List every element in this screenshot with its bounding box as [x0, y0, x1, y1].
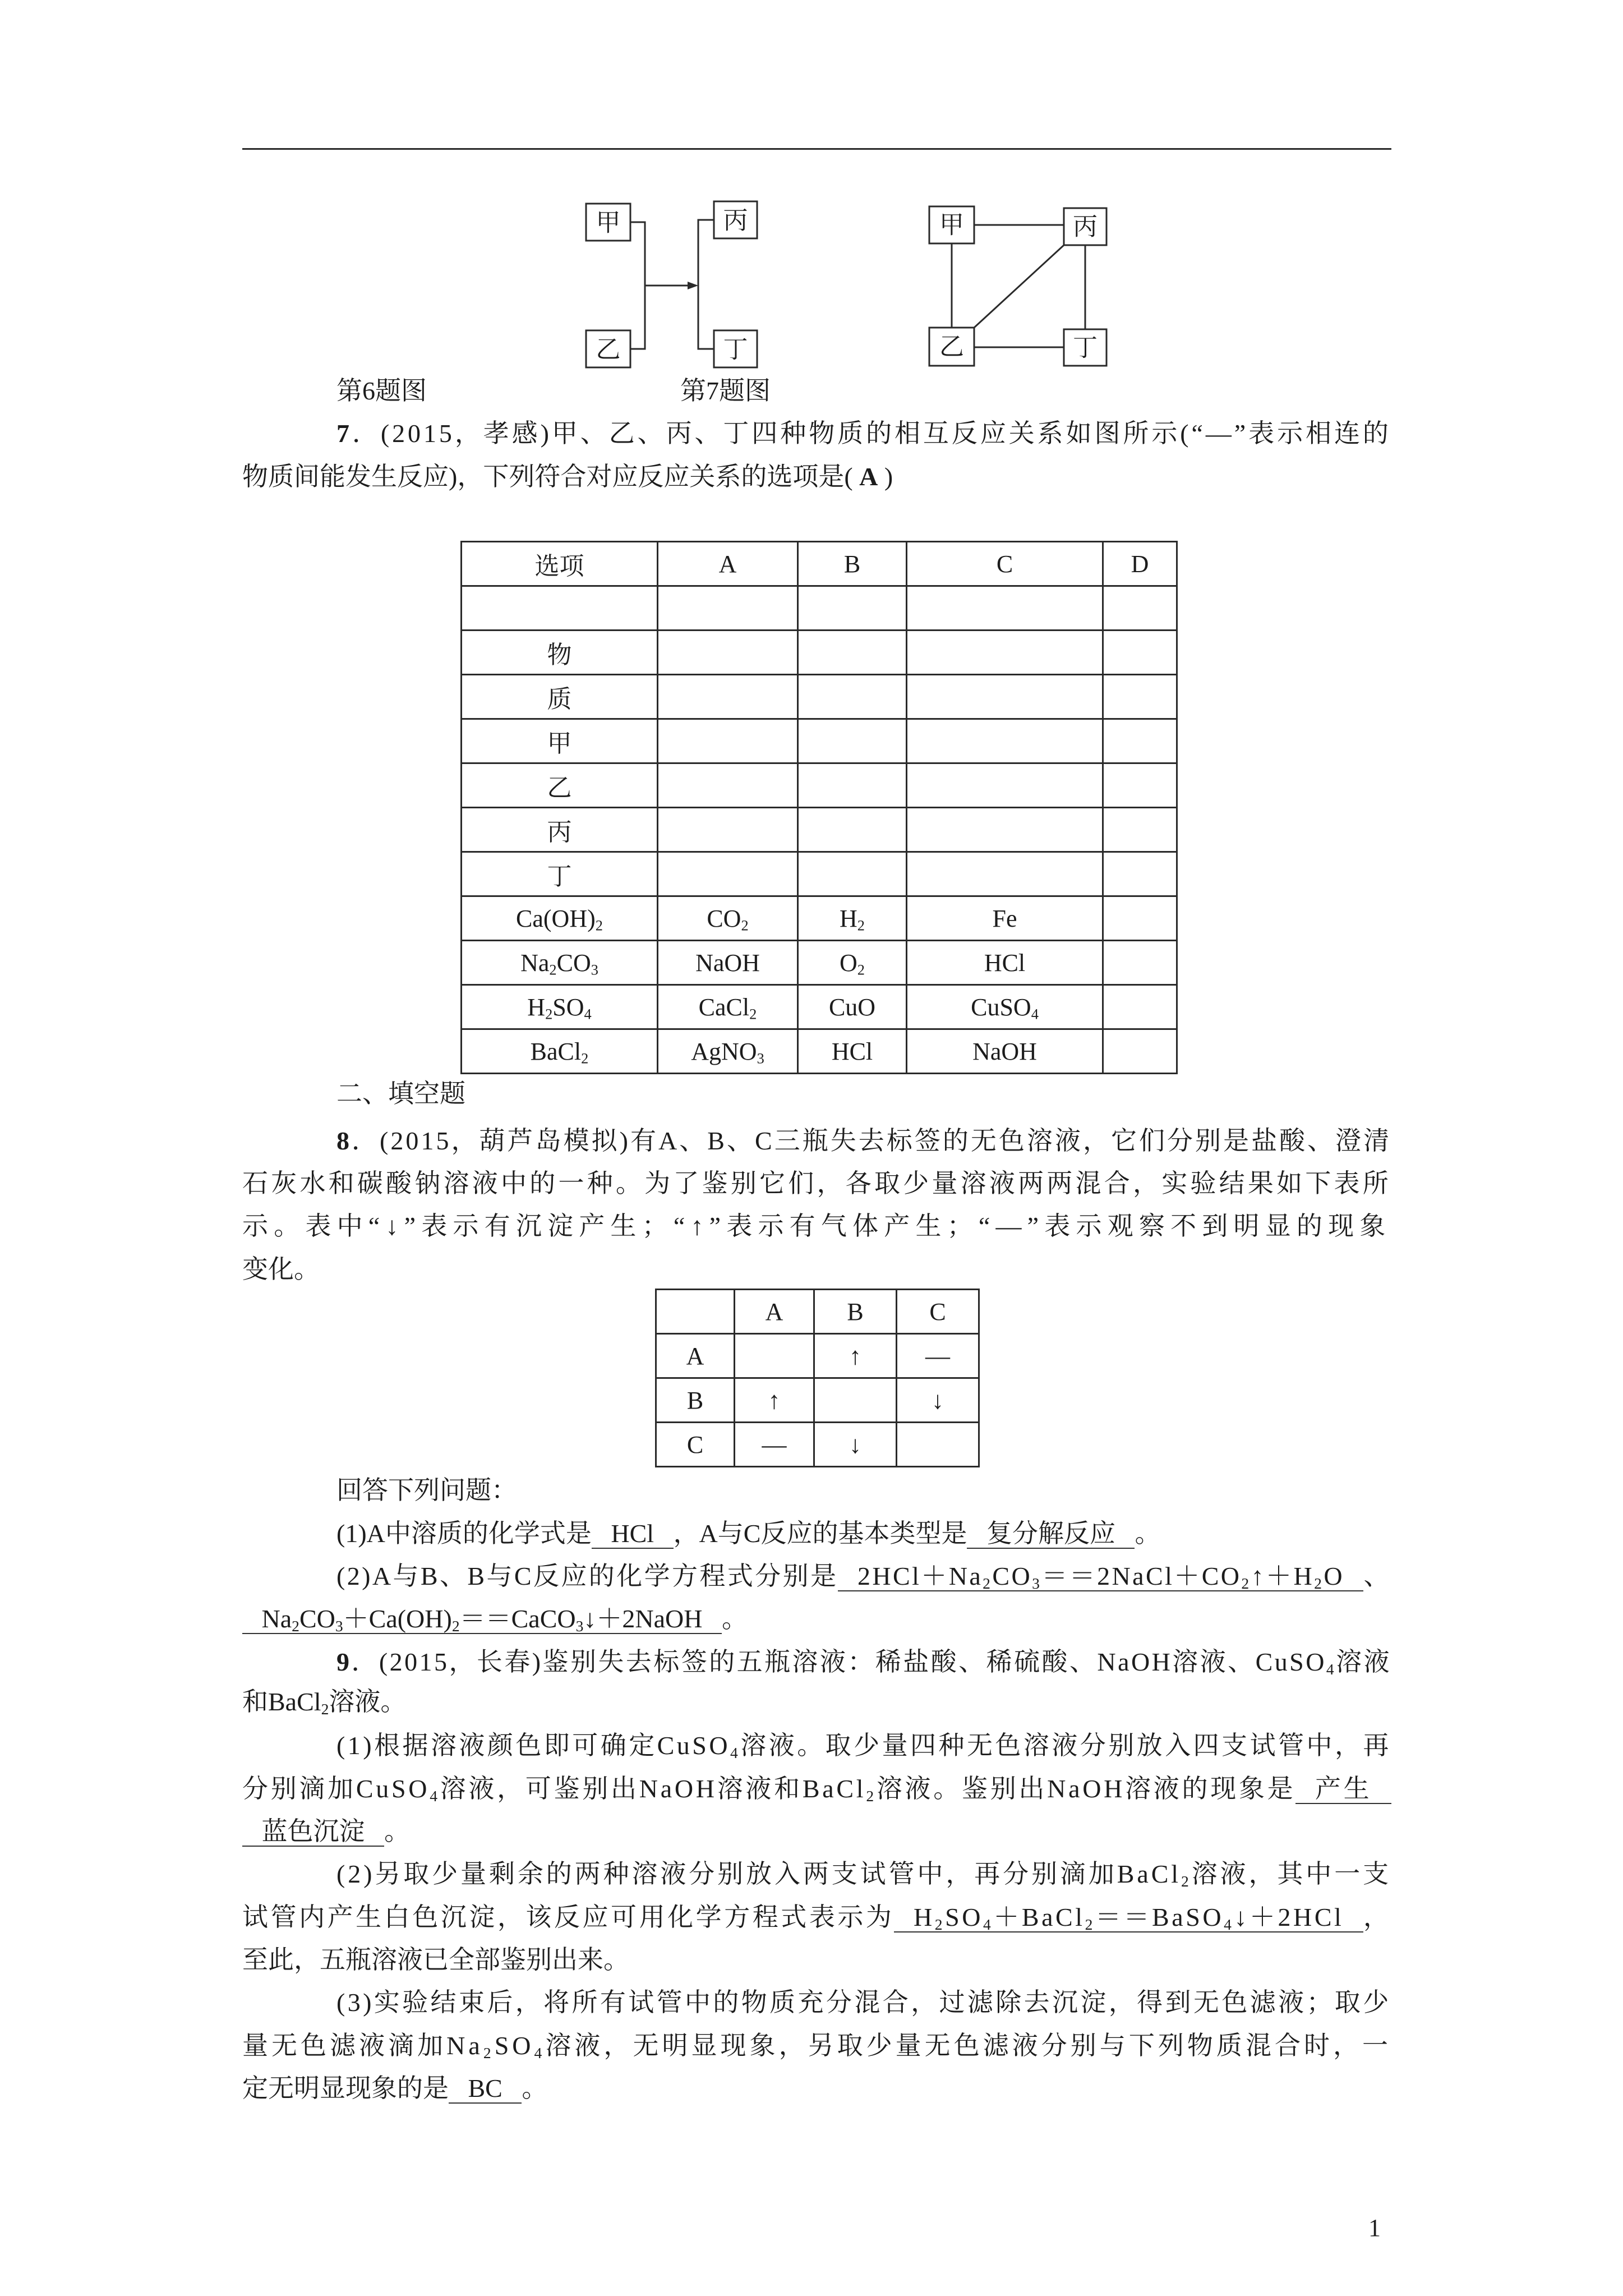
q7-table-cell-r3-c1 — [658, 675, 798, 719]
q7-table-cell-r11-c4 — [1103, 1029, 1177, 1074]
subscript: 4 — [534, 2044, 546, 2062]
subscript: 4 — [983, 1915, 994, 1933]
q8-table-cell-r2-c1: ↑ — [735, 1378, 814, 1423]
q7-table-cell-r0-c4: D — [1103, 542, 1177, 586]
q8-table-cell-r1-c0: A — [656, 1334, 735, 1378]
q8-answer-2: (2)A与B、B与C反应的化学方程式分别是 $2HCl+Na_2CO_3==2NaCl+CO_2↑+H_2O$ 、 — [336, 1562, 1391, 1592]
q7-table-cell-r7-c3 — [907, 852, 1103, 896]
q7-table-cell-r6-c0: 丙 — [462, 808, 658, 852]
q8-table-cell-r1-c3: — — [897, 1334, 979, 1378]
q8-table-cell-r2-c0: B — [656, 1378, 735, 1423]
q9-part3-line-3: 定无明显现象的是 BC 。 — [242, 2074, 548, 2102]
q8-line-4: 变化。 — [242, 1255, 320, 1283]
page-number: 1 — [1368, 2214, 1381, 2242]
fig7-label-ding: 丁 — [1073, 334, 1098, 362]
subscript: 2 — [292, 1617, 299, 1635]
answer-blank: $Na_2CO_3+Ca(OH)_2==CaCO_3↓+2NaOH$ — [242, 1604, 722, 1634]
bold-text: 9 — [336, 1648, 352, 1676]
section-2-title: 二、填空题 — [336, 1079, 465, 1108]
q7-table-cell-r8-c3: Fe — [907, 896, 1103, 941]
q8-table-row-3 — [656, 1423, 979, 1467]
q7-table-row-6 — [462, 808, 1177, 852]
q7-table-cell-r10-c2: CuO — [798, 985, 907, 1029]
q7-table-row-4 — [462, 719, 1177, 763]
subscript: 2 — [1241, 1574, 1251, 1592]
q7-table-cell-r10-c1: CaCl$_2$ — [658, 985, 798, 1029]
q7-table-cell-r8-c1: $CO_2$ — [658, 896, 798, 941]
fig6-label-jia: 甲 — [596, 209, 621, 237]
q8-table-cell-r3-c0: C — [656, 1423, 735, 1467]
q8-answer-1: (1)A中溶质的化学式是 HCl ，A与C反应的基本类型是 复分解反应 。 — [336, 1519, 1161, 1548]
q7-table-cell-r0-c1: A — [658, 542, 798, 586]
q9-line-1: 9．(2015，长春)鉴别失去标签的五瓶溶液：稀盐酸、稀硫酸、NaOH溶液、CuSO$_4$溶液 — [336, 1648, 1392, 1678]
q7-table-row-7 — [462, 852, 1177, 896]
q7-table-cell-r9-c4 — [1103, 941, 1177, 985]
q7-table-cell-r11-c0: BaCl$_2$ — [462, 1029, 658, 1074]
q7-table-cell-r10-c4 — [1103, 985, 1177, 1029]
q7-table-cell-r3-c4 — [1103, 675, 1177, 719]
q7-table-cell-r9-c0: $Na_2CO_3$ — [462, 941, 658, 985]
q9-part1-line-3: 蓝色沉淀 。 — [242, 1809, 410, 1854]
fig6-label-ding: 丁 — [723, 335, 748, 364]
q7-table-row-10 — [462, 985, 1177, 1029]
answer-blank: $2HCl+Na_2CO_3==2NaCl+CO_2↑+H_2O$ — [838, 1562, 1363, 1591]
subscript: 2 — [983, 1574, 993, 1592]
q7-table-cell-r4-c2 — [798, 719, 907, 763]
q7-table-cell-r2-c0: 物 — [462, 631, 658, 675]
fig7-label-bing: 丙 — [1073, 213, 1098, 241]
subscript: 3 — [335, 1617, 343, 1635]
q7-table-cell-r7-c0: 丁 — [462, 852, 658, 896]
q7-table-cell-r3-c2 — [798, 675, 907, 719]
q9-part2-line-3: 至此，五瓶溶液已全部鉴别出来。 — [242, 1945, 629, 1974]
q8-results-table — [655, 1289, 980, 1467]
fig6-right-bracket — [698, 220, 714, 349]
q7-table-cell-r4-c1 — [658, 719, 798, 763]
subscript: 3 — [591, 961, 598, 978]
q7-table-cell-r9-c1: NaOH — [658, 941, 798, 985]
q7-table-cell-r2-c1 — [658, 631, 798, 675]
q7-table-cell-r10-c0: $H_2SO_4$ — [462, 985, 658, 1029]
q7-table-cell-r1-c0 — [462, 586, 658, 631]
q7-table-cell-r2-c2 — [798, 631, 907, 675]
q8-table-row-1 — [656, 1334, 979, 1378]
q7-table-cell-r9-c2: $O_2$ — [798, 941, 907, 985]
q7-table-cell-r4-c3 — [907, 719, 1103, 763]
subscript: 2 — [1085, 1915, 1095, 1933]
q7-table-row-8 — [462, 896, 1177, 941]
subscript: 2 — [321, 1700, 329, 1718]
q9-part2-line-1: (2)另取少量剩余的两种溶液分别放入两支试管中，再分别滴加BaCl$_2$溶液，其中一支 — [336, 1860, 1392, 1890]
q7-table-row-9 — [462, 941, 1177, 985]
q8-table-cell-r1-c2: ↑ — [814, 1334, 897, 1378]
q7-table-row-0 — [462, 542, 1177, 586]
subscript: 2 — [451, 1617, 460, 1635]
q8-table-row-2 — [656, 1378, 979, 1423]
q8-table-cell-r2-c2 — [814, 1378, 897, 1423]
q7-table-cell-r8-c2: $H_2$ — [798, 896, 907, 941]
q7-table-cell-r7-c1 — [658, 852, 798, 896]
q7-table-cell-r0-c0: 选项 — [462, 542, 658, 586]
q8-table-cell-r1-c1 — [735, 1334, 814, 1378]
q9-part1-line-2: 分别滴加CuSO$_4$溶液，可鉴别出NaOH溶液和BaCl$_2$溶液。鉴别出NaOH溶液的现象是 产生 — [242, 1766, 1391, 1811]
subscript: 3 — [575, 1617, 584, 1635]
subscript: 2 — [595, 917, 603, 934]
q8-table-cell-r0-c0 — [656, 1290, 735, 1334]
q7-table-cell-r6-c4 — [1103, 808, 1177, 852]
q8-prompt: 回答下列问题： — [336, 1476, 517, 1504]
fig6-label-bing: 丙 — [723, 206, 748, 234]
subscript: 2 — [549, 961, 557, 978]
q8-answer-2-continued: $Na_2CO_3+Ca(OH)_2==CaCO_3↓+2NaOH$ 。 — [242, 1596, 748, 1641]
q8-table-row-0 — [656, 1290, 979, 1334]
q7-table-cell-r7-c2 — [798, 852, 907, 896]
q8-table-cell-r3-c2: ↓ — [814, 1423, 897, 1467]
subscript: 2 — [1314, 1574, 1324, 1592]
header-rule — [242, 148, 1391, 150]
subscript: 3 — [757, 1050, 764, 1067]
q7-table-cell-r5-c1 — [658, 763, 798, 808]
figure-6-diagram — [578, 191, 768, 376]
q7-table-body — [462, 542, 1177, 1074]
q7-table-cell-r8-c4 — [1103, 896, 1177, 941]
q7-table-row-3 — [462, 675, 1177, 719]
subscript: 4 — [1224, 1915, 1234, 1933]
q8-table-cell-r3-c1: — — [735, 1423, 814, 1467]
subscript: 2 — [934, 1915, 946, 1933]
q9-part3-line-1: (3)实验结束后，将所有试管中的物质充分混合，过滤除去沉淀，得到无色滤液；取少 — [336, 1988, 1391, 2017]
q9-part3-line-2: 量无色滤液滴加$Na_2SO_4$溶液，无明显现象，另取少量无色滤液分别与下列物质混合时，一 — [242, 2031, 1392, 2062]
q7-table-cell-r2-c3 — [907, 631, 1103, 675]
answer-blank: BC — [449, 2074, 522, 2104]
fig6-left-bracket — [630, 222, 645, 349]
fig7-label-jia: 甲 — [939, 211, 964, 239]
q7-table-cell-r5-c4 — [1103, 763, 1177, 808]
q7-table-cell-r11-c2: HCl — [798, 1029, 907, 1074]
q7-table-cell-r1-c2 — [798, 586, 907, 631]
answer-blank: HCl — [592, 1519, 674, 1549]
fig6-label-yi: 乙 — [596, 335, 621, 364]
q7-table-cell-r6-c3 — [907, 808, 1103, 852]
answer-blank: $H_2SO_4+BaCl_2==BaSO_4↓+2HCl$ — [894, 1903, 1363, 1932]
bold-text: A — [859, 462, 878, 491]
figure-6-caption: 第6题图 — [336, 376, 427, 405]
q7-table-cell-r1-c3 — [907, 586, 1103, 631]
q9-line-2: 和BaCl$_2$溶液。 — [242, 1687, 407, 1718]
answer-blank: 复分解反应 — [967, 1519, 1135, 1549]
q8-table-cell-r0-c3: C — [897, 1290, 979, 1334]
q7-table-cell-r7-c4 — [1103, 852, 1177, 896]
subscript: 4 — [1326, 1660, 1336, 1678]
q7-table-cell-r5-c2 — [798, 763, 907, 808]
subscript: 2 — [857, 961, 865, 978]
q8-table-cell-r2-c3: ↓ — [897, 1378, 979, 1423]
q8-table-cell-r0-c2: B — [814, 1290, 897, 1334]
subscript: 3 — [1032, 1574, 1042, 1592]
q8-line-3: 示。表中“↓”表示有沉淀产生；“↑”表示有气体产生；“—”表示观察不到明显的现象 — [242, 1212, 1391, 1240]
q7-table-cell-r1-c4 — [1103, 586, 1177, 631]
q7-table-cell-r11-c3: NaOH — [907, 1029, 1103, 1074]
q7-table-cell-r0-c3: C — [907, 542, 1103, 586]
figure-7-diagram — [920, 196, 1116, 376]
q7-line-2: 物质间能发生反应)，下列符合对应反应关系的选项是( A ) — [242, 462, 893, 491]
q7-table-row-2 — [462, 631, 1177, 675]
q7-table-cell-r9-c3: HCl — [907, 941, 1103, 985]
q7-table-row-11 — [462, 1029, 1177, 1074]
fig7-label-yi: 乙 — [939, 333, 964, 361]
q7-table-cell-r11-c1: AgNO$_3$ — [658, 1029, 798, 1074]
fig7-edge-yi-bing — [974, 245, 1064, 328]
answer-blank: 蓝色沉淀 — [242, 1817, 384, 1847]
q9-part1-line-1: (1)根据溶液颜色即可确定CuSO$_4$溶液。取少量四种无色溶液分别放入四支试管中，再 — [336, 1731, 1391, 1761]
subscript: 2 — [749, 1005, 757, 1023]
subscript: 4 — [430, 1787, 440, 1805]
figure-7-caption: 第7题图 — [680, 376, 771, 405]
subscript: 4 — [1031, 1005, 1039, 1023]
q8-table-cell-r3-c3 — [897, 1423, 979, 1467]
q7-table-row-1 — [462, 586, 1177, 631]
subscript: 4 — [730, 1743, 741, 1761]
q7-table-cell-r0-c2: B — [798, 542, 907, 586]
subscript: 2 — [581, 1050, 589, 1067]
q7-table-row-5 — [462, 763, 1177, 808]
subscript: 2 — [545, 1005, 553, 1023]
q7-table-cell-r3-c3 — [907, 675, 1103, 719]
answer-blank: 产生 — [1295, 1774, 1391, 1804]
q7-table-cell-r4-c0: 甲 — [462, 719, 658, 763]
q7-options-table — [460, 541, 1178, 1074]
subscript: 2 — [741, 917, 749, 934]
subscript: 2 — [866, 1787, 877, 1805]
bold-text: 8 — [336, 1126, 352, 1155]
q7-table-cell-r10-c3: CuSO$_4$ — [907, 985, 1103, 1029]
subscript: 2 — [857, 917, 865, 934]
subscript: 2 — [1181, 1872, 1192, 1890]
bold-text: 7 — [336, 419, 352, 448]
q8-line-2: 石灰水和碳酸钠溶液中的一种。为了鉴别它们，各取少量溶液两两混合，实验结果如下表所 — [242, 1169, 1391, 1198]
q7-table-cell-r1-c1 — [658, 586, 798, 631]
q7-table-cell-r6-c1 — [658, 808, 798, 852]
q7-table-cell-r2-c4 — [1103, 631, 1177, 675]
q8-table-body — [656, 1290, 979, 1467]
q7-table-cell-r8-c0: $Ca(OH)_2$ — [462, 896, 658, 941]
q7-table-cell-r4-c4 — [1103, 719, 1177, 763]
subscript: 2 — [483, 2044, 495, 2062]
q7-table-cell-r6-c2 — [798, 808, 907, 852]
q7-table-cell-r3-c0: 质 — [462, 675, 658, 719]
q7-table-cell-r5-c0: 乙 — [462, 763, 658, 808]
q8-table-cell-r0-c1: A — [735, 1290, 814, 1334]
q7-table-cell-r5-c3 — [907, 763, 1103, 808]
q7-line-1: 7．(2015，孝感)甲、乙、丙、丁四种物质的相互反应关系如图所示(“—”表示相连的 — [336, 419, 1391, 448]
q9-part2-line-2: 试管内产生白色沉淀，该反应可用化学方程式表示为 $H_2SO_4+BaCl_2==BaSO_4↓+2HCl$ ， — [242, 1903, 1392, 1933]
fig6-arrow-head — [688, 282, 698, 289]
subscript: 4 — [584, 1005, 592, 1023]
q8-line-1: 8．(2015，葫芦岛模拟)有A、B、C三瓶失去标签的无色溶液，它们分别是盐酸、澄清 — [336, 1126, 1392, 1155]
